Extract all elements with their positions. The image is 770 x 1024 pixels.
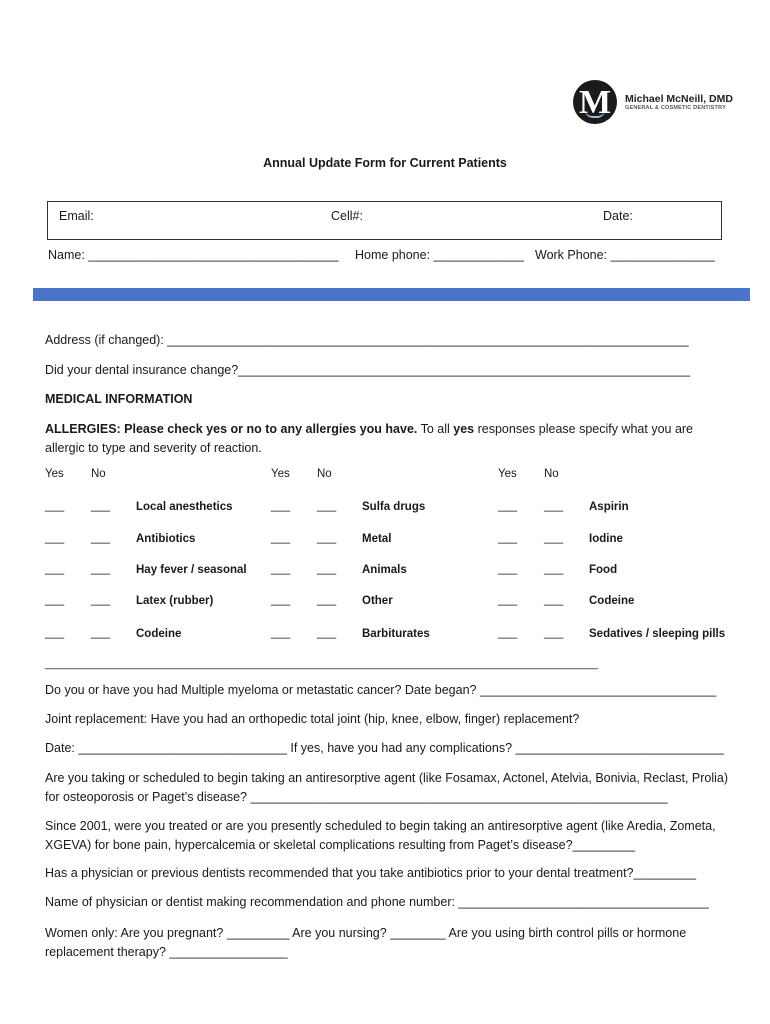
antibiotics-question[interactable]: Has a physician or previous dentists recommended that you take antibiotics prior to your dental treatment?_________ [45,866,697,880]
no-blank[interactable]: ___ [91,500,111,512]
yes-blank[interactable]: ___ [271,594,291,606]
yes-blank[interactable]: ___ [271,563,291,575]
no-blank[interactable]: ___ [91,563,111,575]
yes-blank[interactable]: ___ [498,627,518,639]
allergy-label: Metal [362,533,392,545]
allergy-specify-line[interactable]: _______________________________________________________________________________________________ [45,658,598,670]
allergies-yes-word: yes [453,422,475,436]
allergy-label: Food [589,564,618,576]
work-phone-field[interactable]: Work Phone: _______________ [535,248,715,262]
physician-question[interactable]: Name of physician or dentist making recommendation and phone number: ____________________________________ [45,895,709,909]
allergy-label: Codeine [589,595,635,607]
yes-blank[interactable]: ___ [45,627,65,639]
yes-blank[interactable]: ___ [271,500,291,512]
yes-blank[interactable]: ___ [498,500,518,512]
allergy-label: Antibiotics [136,533,196,545]
yes-header: Yes [498,468,517,480]
allergies-text-1: To all [417,422,454,436]
no-blank[interactable]: ___ [317,627,337,639]
yes-blank[interactable]: ___ [271,627,291,639]
form-title: Annual Update Form for Current Patients [263,156,507,170]
allergy-label: Hay fever / seasonal [136,564,247,576]
no-blank[interactable]: ___ [544,563,564,575]
allergy-label: Local anesthetics [136,501,233,513]
logo-mark [573,80,617,124]
yes-blank[interactable]: ___ [498,532,518,544]
yes-blank[interactable]: ___ [498,563,518,575]
yes-blank[interactable]: ___ [45,500,65,512]
medical-info-heading: MEDICAL INFORMATION [45,392,193,406]
logo-text [625,93,733,111]
practice-name: Michael McNeill, DMD [625,93,733,105]
allergy-label: Iodine [589,533,623,545]
yes-blank[interactable]: ___ [45,563,65,575]
no-blank[interactable]: ___ [544,627,564,639]
logo-letter: M [578,84,612,121]
myeloma-question[interactable]: Do you or have you had Multiple myeloma or metastatic cancer? Date began? __________________________________ [45,683,717,697]
yes-blank[interactable]: ___ [498,594,518,606]
allergy-label: Animals [362,564,407,576]
no-blank[interactable]: ___ [317,500,337,512]
women-only-question[interactable]: Women only: Are you pregnant? _________ Are you nursing? ________ Are you using birth control pills or hormone replacement therapy? _________________ [45,926,687,959]
practice-logo [573,80,733,124]
yes-header: Yes [271,468,290,480]
allergy-label: Sulfa drugs [362,501,426,513]
yes-blank[interactable]: ___ [45,594,65,606]
allergy-label: Aspirin [589,501,629,513]
no-header: No [91,468,106,480]
yes-header: Yes [45,468,64,480]
joint-date-question[interactable]: Date: ______________________________ If yes, have you had any complications? ______________________________ [45,741,725,755]
since-2001-question[interactable]: Since 2001, were you treated or are you presently scheduled to begin taking an antiresorptive agent (like Aredia, Zometa, XGEVA) for bone pain, hypercalcemia or skeletal complications resulting from Paget’s disease?_________ [45,819,716,852]
allergy-label: Codeine [136,628,182,640]
email-label: Email: [59,209,94,223]
allergy-label: Barbiturates [362,628,430,640]
practice-subtitle: GENERAL & COSMETIC DENTISTRY [625,105,726,111]
no-header: No [317,468,332,480]
no-blank[interactable]: ___ [544,594,564,606]
allergies-instructions [45,420,730,458]
name-field[interactable]: Name: ____________________________________ [48,248,339,262]
no-blank[interactable]: ___ [91,627,111,639]
contact-box[interactable] [47,201,722,240]
allergies-text-2: responses please specify what you are allergic to type and severity of reaction. [45,422,694,455]
address-field[interactable]: Address (if changed): ___________________________________________________________________________ [45,333,689,347]
insurance-change-field[interactable]: Did your dental insurance change?_________________________________________________________________ [45,363,691,377]
allergies-lead: ALLERGIES: Please check yes or no to any allergies you have. [45,422,418,436]
yes-blank[interactable]: ___ [271,532,291,544]
allergy-label: Sedatives / sleeping pills [589,628,726,640]
date-label: Date: [603,209,633,223]
home-phone-field[interactable]: Home phone: _____________ [355,248,524,262]
no-header: No [544,468,559,480]
no-blank[interactable]: ___ [317,594,337,606]
allergy-label: Other [362,595,393,607]
cell-label: Cell#: [331,209,363,223]
no-blank[interactable]: ___ [544,532,564,544]
allergy-label: Latex (rubber) [136,595,214,607]
no-blank[interactable]: ___ [91,594,111,606]
section-divider-bar [33,288,750,301]
no-blank[interactable]: ___ [544,500,564,512]
antiresorptive-question[interactable]: Are you taking or scheduled to begin taking an antiresorptive agent (like Fosamax, Actonel, Atelvia, Bonivia, Reclast, Prolia) for osteoporosis or Paget’s disease? ____________________________________________________________ [45,771,729,804]
yes-blank[interactable]: ___ [45,532,65,544]
no-blank[interactable]: ___ [91,532,111,544]
joint-replacement-question: Joint replacement: Have you had an orthopedic total joint (hip, knee, elbow, finger) replacement? [45,712,580,726]
no-blank[interactable]: ___ [317,563,337,575]
no-blank[interactable]: ___ [317,532,337,544]
